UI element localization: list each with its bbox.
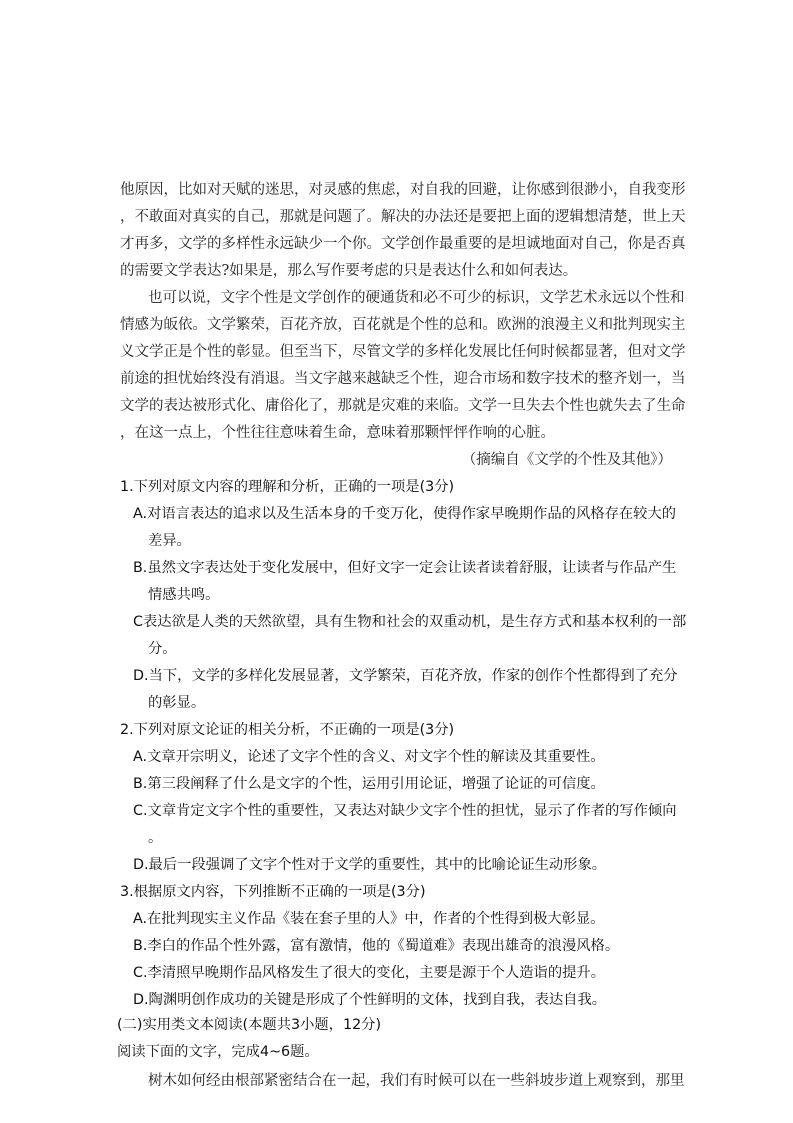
question-option: D.陶渊明创作成功的关键是形成了个性鲜明的文体，找到自我，表达自我。 [133,992,607,1008]
question-option-cont: 分。 [148,641,177,657]
question-stem: 2.下列对原文论证的相关分析，不正确的一项是(3分) [120,722,455,738]
section-instruction: 阅读下面的文字，完成4~6题。 [117,1044,319,1060]
question-option: A.在批判现实主义作品《装在套子里的人》中，作者的个性得到极大彰显。 [133,911,605,927]
passage-line: 他原因，比如对天赋的迷思，对灵感的焦虑，对自我的回避，让你感到很渺小，自我变形 [120,182,686,198]
passage-line: ，不敢面对真实的自己，那就是问题了。解决的办法还是要把上面的逻辑想清楚，世上天 [120,209,686,225]
question-option: C.李清照早晚期作品风格发生了很大的变化，主要是源于个人造诣的提升。 [133,965,606,981]
passage-line: 前途的担忧始终没有消退。当文字越来越缺乏个性，迎合市场和数字技术的整齐划一，当 [120,371,686,387]
passage-source: （摘编自《文学的个性及其他》） [461,452,672,468]
section-heading: (二)实用类文本阅读(本题共3小题，12分) [117,1017,382,1033]
question-option-cont: 。 [148,830,163,846]
question-option: D.当下，文学的多样化发展显著，文学繁荣，百花齐放，作家的创作个性都得到了充分 [133,668,678,684]
question-option: A.文章开宗明义，论述了文字个性的含义、对文字个性的解读及其重要性。 [133,749,605,765]
passage-line: 树木如何经由根部紧密结合在一起，我们有时候可以在一些斜坡步道上观察到，那里 [148,1073,685,1089]
passage-line: ，在这一点上，个性往往意味着生命，意味着那颗怦怦作响的心脏。 [120,425,555,441]
passage-line: 情感为皈依。文学繁荣，百花齐放，百花就是个性的总和。欧洲的浪漫主义和批判现实主 [120,317,686,333]
passage-line: 也可以说，文字个性是文学创作的硬通货和必不可少的标识，文学艺术永远以个性和 [148,290,685,306]
passage-line: 的需要文学表达?如果是，那么写作要考虑的只是表达什么和如何表达。 [120,263,578,279]
question-stem: 3.根据原文内容，下列推断不正确的一项是(3分) [120,884,426,900]
question-option: B.虽然文字表达处于变化发展中，但好文字一定会让读者读着舒服，让读者与作品产生 [133,560,677,576]
question-option: B.李白的作品个性外露，富有激情，他的《蜀道难》表现出雄奇的浪漫风格。 [133,938,620,954]
question-option: C表达欲是人类的天然欲望，具有生物和社会的双重动机，是生存方式和基本权利的一部 [133,614,687,630]
question-option: D.最后一段强调了文字个性对于文学的重要性，其中的比喻论证生动形象。 [133,857,607,873]
question-option-cont: 的彰显。 [148,695,206,711]
question-option: A.对语言表达的追求以及生活本身的千变万化，使得作家早晚期作品的风格存在较大的 [133,506,677,522]
question-option-cont: 差异。 [148,533,191,549]
passage-line: 才再多，文学的多样性永远缺少一个你。文学创作最重要的是坦诚地面对自己，你是否真 [120,236,686,252]
question-option: B.第三段阐释了什么是文字的个性，运用引用论证，增强了论证的可信度。 [133,776,605,792]
passage-line: 文学的表达被形式化、庸俗化了，那就是灾难的来临。文学一旦失去个性也就失去了生命 [120,398,686,414]
question-stem: 1.下列对原文内容的理解和分析，正确的一项是(3分) [120,479,455,495]
question-option-cont: 情感共鸣。 [148,587,220,603]
question-option: C.文章肯定文字个性的重要性，又表达对缺少文字个性的担忧，显示了作者的写作倾向 [133,803,677,819]
passage-line: 义文学正是个性的彰显。但至当下，尽管文学的多样化发展比任何时候都显著，但对文学 [120,344,686,360]
